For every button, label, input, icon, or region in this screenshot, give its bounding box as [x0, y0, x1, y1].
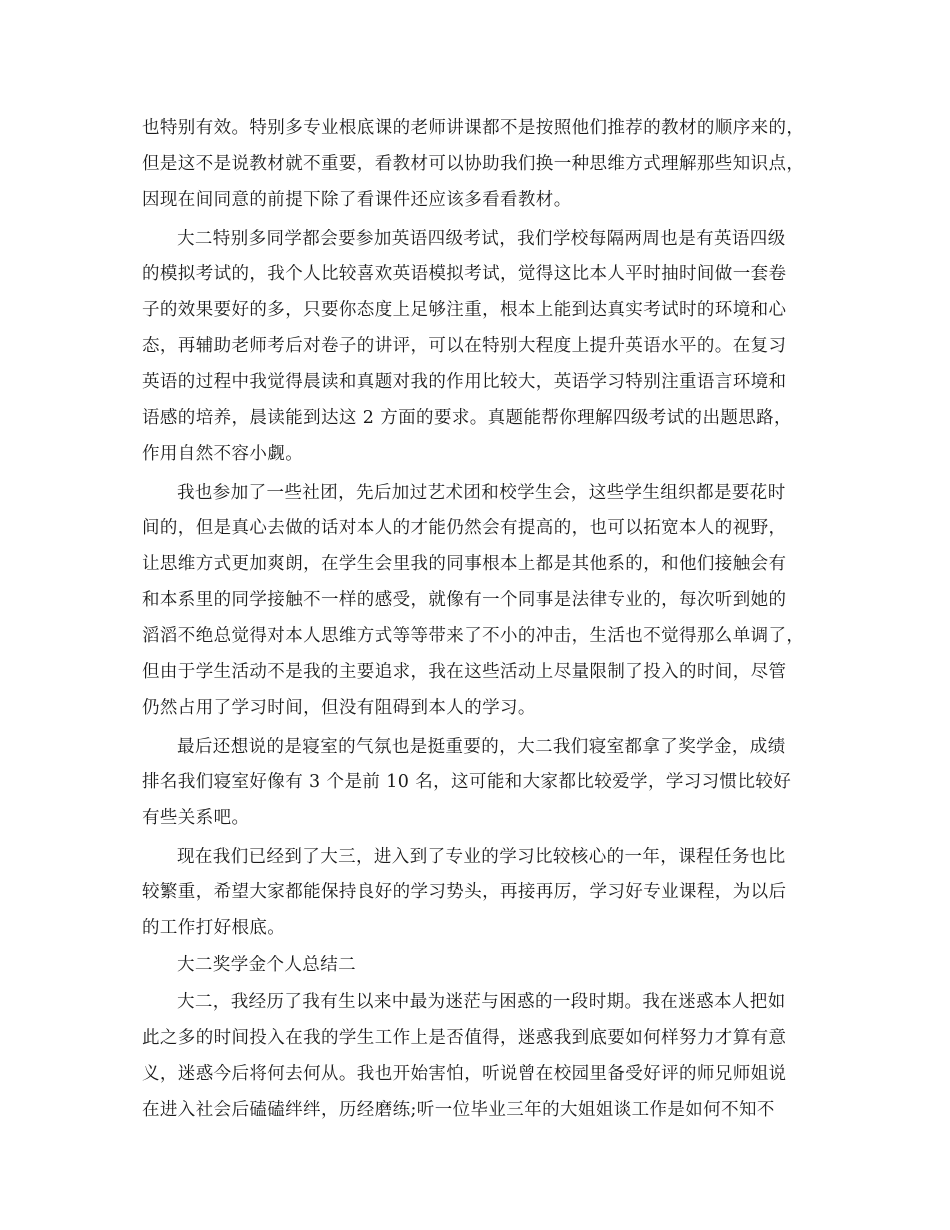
text-line: 让思维方式更加爽朗，在学生会里我的同事根本上都是其他系的，和他们接触会有 — [142, 554, 787, 574]
section-heading: 大二奖学金个人总结二 — [177, 955, 356, 975]
text-line: 滔滔不绝总觉得对本人思维方式等等带来了不小的冲击，生活也不觉得那么单调了， — [142, 626, 805, 646]
text-line: 现在我们已经到了大三，进入到了专业的学习比较核心的一年，课程任务也比 — [177, 847, 786, 867]
text-line: 此之多的时间投入在我的学生工作上是否值得，迷惑我到底要如何样努力才算有意 — [142, 1028, 787, 1048]
text-line: 义，迷惑今后将何去何从。我也开始害怕，听说曾在校园里备受好评的师兄师姐说 — [142, 1064, 787, 1084]
text-line: 我也参加了一些社团，先后加过艺术团和校学生会，这些学生组织都是要花时 — [177, 483, 786, 503]
text-line: 仍然占用了学习时间，但没有阻碍到本人的学习。 — [142, 698, 536, 718]
text-line: 但由于学生活动不是我的主要追求，我在这些活动上尽量限制了投入的时间，尽管 — [142, 662, 787, 682]
text-line: 有些关系吧。 — [142, 808, 250, 828]
text-line: 因现在间同意的前提下除了看课件还应该多看看教材。 — [142, 190, 572, 210]
text-line: 大二特别多同学都会要参加英语四级考试，我们学校每隔两周也是有英语四级 — [177, 229, 786, 249]
text-line: 在进入社会后磕磕绊绊，历经磨练;听一位毕业三年的大姐姐谈工作是如何不知不 — [142, 1100, 775, 1120]
text-line: 较繁重，希望大家都能保持良好的学习势头，再接再厉，学习好专业课程，为以后 — [142, 882, 787, 902]
text-line: 最后还想说的是寝室的气氛也是挺重要的，大二我们寝室都拿了奖学金，成绩 — [177, 737, 786, 757]
text-line: 子的效果要好的多，只要你态度上足够注重，根本上能到达真实考试时的环境和心 — [142, 300, 787, 320]
text-line: 的工作打好根底。 — [142, 918, 286, 938]
text-line: 作用自然不容小觑。 — [142, 444, 304, 464]
text-line: 排名我们寝室好像有 3 个是前 10 名，这可能和大家都比较爱学，学习习惯比较好 — [142, 772, 792, 792]
text-line: 但是这不是说教材就不重要，看教材可以协助我们换一种思维方式理解那些知识点， — [142, 154, 805, 174]
text-line: 英语的过程中我觉得晨读和真题对我的作用比较大，英语学习特别注重语言环境和 — [142, 372, 787, 392]
text-line: 态，再辅助老师考后对卷子的讲评，可以在特别大程度上提升英语水平的。在复习 — [142, 336, 787, 356]
text-line: 语感的培养，晨读能到达这 2 方面的要求。真题能帮你理解四级考试的出题思路， — [142, 408, 792, 428]
text-line: 大二，我经历了我有生以来中最为迷茫与困惑的一段时期。我在迷惑本人把如 — [177, 992, 786, 1012]
text-line: 也特别有效。特别多专业根底课的老师讲课都不是按照他们推荐的教材的顺序来的， — [142, 118, 805, 138]
text-line: 间的，但是真心去做的话对本人的才能仍然会有提高的，也可以拓宽本人的视野， — [142, 518, 787, 538]
text-line: 的模拟考试的，我个人比较喜欢英语模拟考试，觉得这比本人平时抽时间做一套卷 — [142, 264, 787, 284]
text-line: 和本系里的同学接触不一样的感受，就像有一个同事是法律专业的，每次听到她的 — [142, 590, 787, 610]
